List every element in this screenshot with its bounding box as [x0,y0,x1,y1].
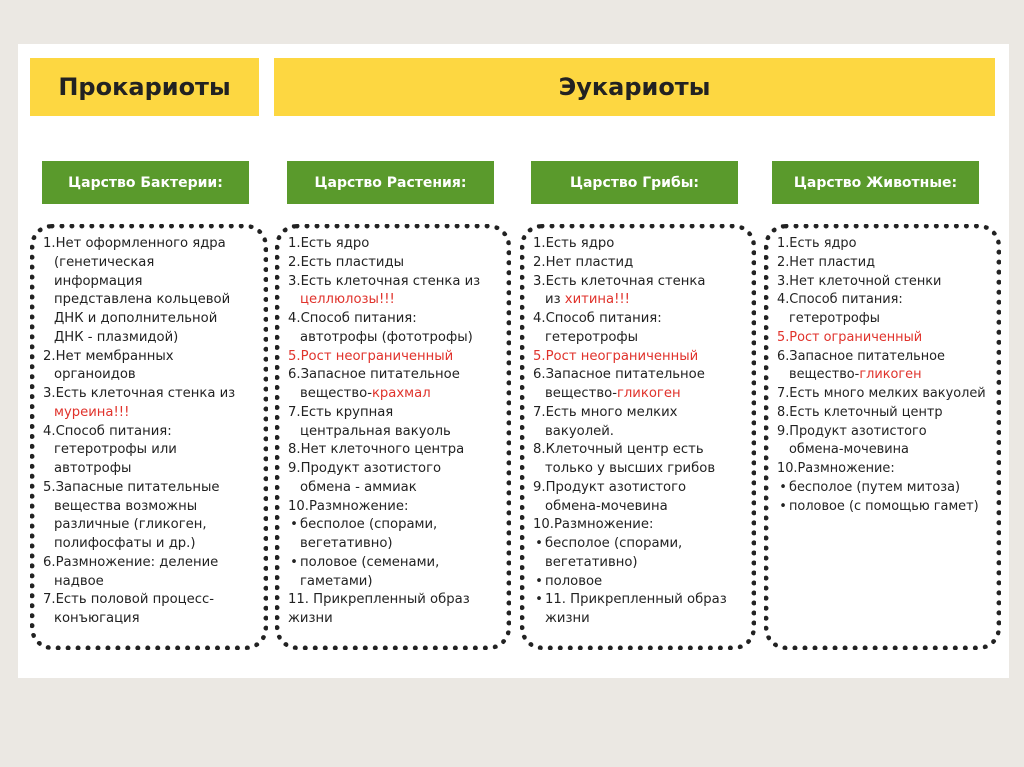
list-item: 5.Рост неограниченный [288,348,454,364]
list-item: 5.Рост неограниченный [533,348,699,364]
glycogen-highlight: гликоген [859,367,922,383]
list-item: 1.Есть ядро [533,236,615,251]
list-item: 2.Есть пластиды [288,254,404,270]
bullet-icon: • [535,573,543,589]
bullet-icon: • [535,592,543,608]
list-item: 9.Продукт азотистого [533,479,687,495]
starch-highlight: крахмал [371,386,431,401]
list-item: 8.Клеточный центр есть [533,442,704,458]
text-span: половое [545,573,603,589]
list-item: 6.Запасное питательное [777,348,945,364]
list-item: 4.Способ питания: [777,292,903,308]
list-item: (генетическая [54,254,155,270]
list-item: 2.Нет пластид [777,254,875,270]
list-item: 2.Нет мембранных [43,348,174,364]
list-item [288,554,502,573]
text-span: вещество- [300,386,372,401]
text-span: половое (с помощью гамет) [789,498,979,514]
list-item: только у высших грибов [545,461,716,476]
list-item: 6.Размножение: деление [43,554,219,570]
list-item: 3.Нет клеточной стенки [777,273,942,289]
list-item: обмена-мочевина [789,442,909,458]
list-item: 9.Продукт азотистого [777,423,927,439]
list-item: 7.Есть половой процесс- [43,592,215,608]
list-item: 3.Есть клеточная стенка из [43,386,236,401]
bacteria-list [43,235,259,629]
list-item: целлюлозы!!! [300,292,395,308]
list-item: 5.Рост ограниченный [777,329,923,345]
fungi-box [520,224,756,650]
list-item: 8.Есть клеточный центр [777,404,943,420]
list-item: 1.Есть ядро [777,236,857,251]
text-span: вещество- [545,386,617,401]
fungi-list [533,235,747,629]
list-item: гетеротрофы [789,311,880,326]
text-span: из [545,292,565,308]
list-item: 4.Способ питания: [288,311,417,326]
list-item: 1.Есть ядро [288,236,370,251]
list-item: 5.Запасные питательные [43,479,220,495]
list-item: надвое [54,573,104,589]
list-item: вещества возможны [54,498,198,514]
bullet-icon: • [535,536,543,551]
text-span: половое (семенами, [300,554,440,570]
list-item: представлена кольцевой [54,292,231,308]
text-span: 11. Прикрепленный образ [545,592,727,608]
prokaryotes-header: Прокариоты [30,58,259,116]
list-item [533,291,747,310]
text-span: бесполое (спорами, [300,517,438,533]
bullet-icon: • [290,517,298,533]
text-span: вещество- [789,367,860,383]
list-item: 8.Нет клеточного центра [288,442,465,458]
list-item: 7.Есть много мелких вакуолей [777,386,986,401]
text-span: бесполое (спорами, [545,536,683,551]
list-item: вегетативно) [300,536,393,551]
list-item: 4.Способ питания: [533,311,662,326]
list-item [288,385,502,404]
bullet-icon: • [779,498,787,514]
bullet-icon: • [290,554,298,570]
list-item: 7.Есть крупная [288,404,394,420]
kingdom-fungi-label: Царство Грибы: [531,161,738,204]
list-item: 6.Запасное питательное [533,367,705,383]
kingdom-animals-label: Царство Животные: [772,161,979,204]
list-item: автотрофы [54,461,132,476]
list-item: обмена-мочевина [545,498,668,514]
list-item [777,498,992,517]
list-item: 2.Нет пластид [533,254,634,270]
list-item [533,535,747,554]
list-item [288,516,502,535]
list-item: вакуолей. [545,423,614,439]
slide [18,44,1009,678]
list-item: 3.Есть клеточная стенка [533,273,706,289]
list-item: гетеротрофы [545,329,639,345]
list-item: вегетативно) [545,554,638,570]
list-item: органоидов [54,367,136,383]
list-item: 10.Размножение: [288,498,409,514]
list-item: 1.Нет оформленного ядра [43,236,226,251]
animals-list [777,235,992,516]
list-item [533,573,747,592]
bullet-icon: • [779,479,787,495]
list-item: гетеротрофы или [54,442,177,458]
list-item: 10.Размножение: [533,517,654,533]
list-item: различные (гликоген, [54,517,207,533]
plants-list [288,235,502,629]
text-span: бесполое (путем митоза) [789,479,961,495]
list-item: информация [54,273,143,289]
list-item: жизни [545,611,590,626]
list-item: жизни [288,611,333,626]
list-item: 6.Запасное питательное [288,367,460,383]
kingdom-plants-label: Царство Растения: [287,161,494,204]
list-item: 4.Способ питания: [43,423,172,439]
glycogen-highlight: гликоген [616,386,681,401]
list-item: обмена - аммиак [300,479,417,495]
animals-box [764,224,1001,650]
list-item: 7.Есть много мелких [533,404,678,420]
list-item: автотрофы (фототрофы) [300,329,473,345]
list-item: 9.Продукт азотистого [288,461,442,476]
list-item: 10.Размножение: [777,461,895,476]
list-item: конъюгация [54,611,140,626]
list-item: 11. Прикрепленный образ [288,592,470,608]
list-item: полифосфаты и др.) [54,536,196,551]
list-item: гаметами) [300,573,373,589]
list-item: ДНК и дополнительной [54,311,218,326]
list-item [777,479,992,498]
list-item [533,385,747,404]
list-item: муреина!!! [54,404,130,420]
list-item: 3.Есть клеточная стенка из [288,273,481,289]
list-item [777,366,992,385]
list-item: центральная вакуоль [300,423,451,439]
list-item [533,591,747,610]
eukaryotes-header: Эукариоты [274,58,995,116]
list-item: ДНК - плазмидой) [54,329,179,345]
chitin-highlight: хитина!!! [564,292,630,308]
bacteria-box [30,224,268,650]
kingdom-bacteria-label: Царство Бактерии: [42,161,249,204]
plants-box [275,224,511,650]
